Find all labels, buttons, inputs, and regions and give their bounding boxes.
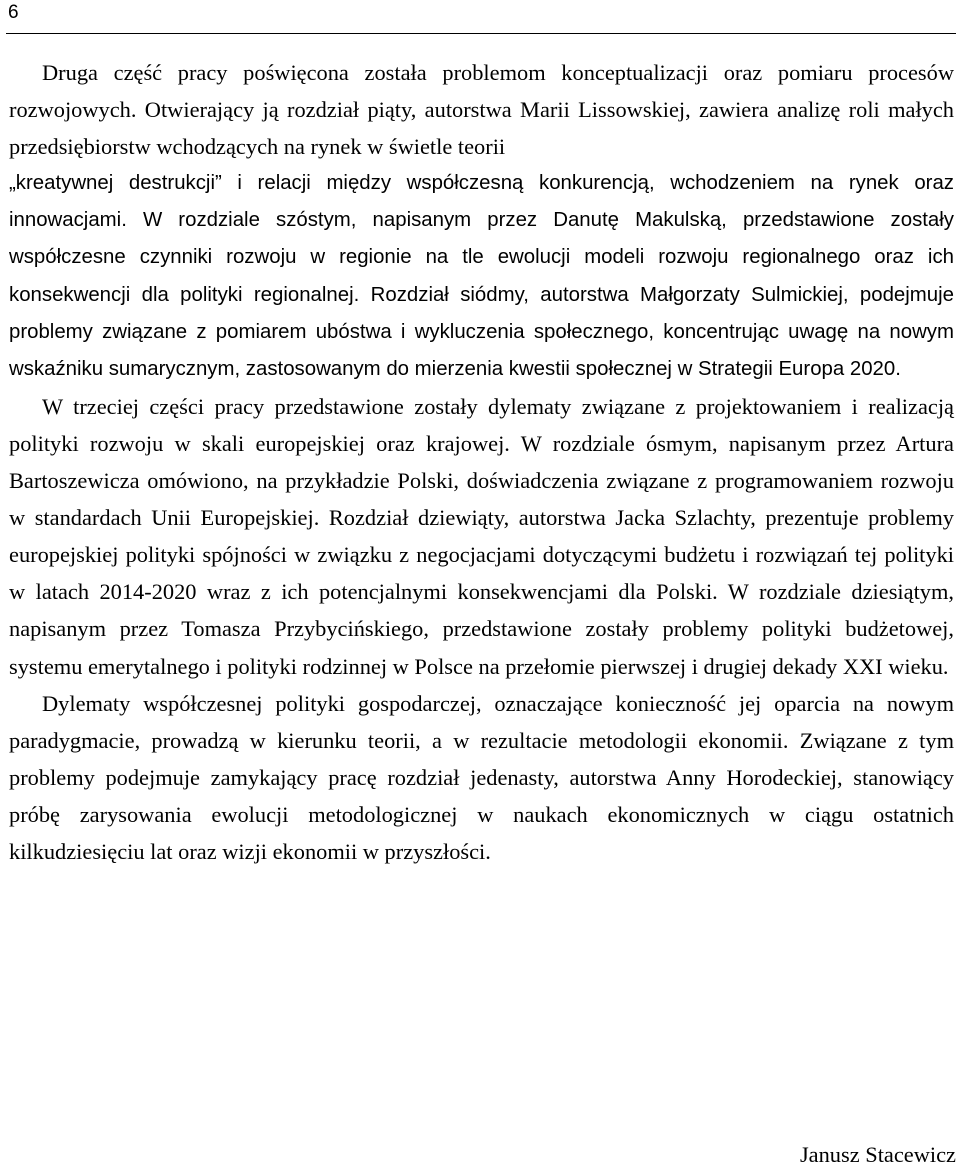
paragraph-part-two: Druga część pracy poświęcona została problemom konceptualizacji oraz pomiaru procesów rozwojowych. Otwierający ją rozdział piąty, autorstwa Marii Lissowskiej, zawiera analizę roli małych przedsiębiorstw wchodzących na rynek w świetle teorii — [9, 60, 954, 160]
paragraph-methodology: Dylematy współczesnej polityki gospodarczej, oznaczające konieczność jej oparcia na nowym paradygmacie, prowadzą w kierunku teorii, a w rezultacie metodologii ekonomii. Związane z tym problemy podejmuje zamykający pracę rozdział jedenasty, autorstwa Anny Horodeckiej, stanowiący próbę zarysowania ewolucji metodologicznej w naukach ekonomicznych w ciągu ostatnich kilkudziesięciu lat oraz wizji ekonomii w przyszłości. — [9, 690, 954, 864]
paragraph-part-three: W trzeciej części pracy przedstawione zostały dylematy związane z projektowaniem i realizacją polityki rozwoju w skali europejskiej oraz krajowej. W rozdziale ósmym, napisanym przez Artura Bartoszewicza omówiono, na przykładzie Polski, doświadczenia związane z programowaniem rozwoju w standardach Unii Europejskiej. Rozdział dziewiąty, autorstwa Jacka Szlachty, prezentuje problemy europejskiej polityki spójności w związku z negocjacjami dotyczącymi budżetu i rozwiązań tej polityki w latach 2014-2020 wraz z ich potencjalnymi konsekwencjami dla Polski. W rozdziale dziesiątym, napisanym przez Tomasza Przybycińskiego, przedstawione zostały problemy polityki budżetowej, systemu emerytalnego i polityki rodzinnej w Polsce na przełomie pierwszej i drugiej dekady XXI wieku. — [9, 393, 954, 679]
body-text — [9, 54, 954, 870]
header-rule — [6, 33, 956, 34]
page-number: 6 — [8, 2, 19, 23]
author-signature: Janusz Stacewicz — [799, 1142, 956, 1167]
paragraph-part-two-continued: „kreatywnej destrukcji” i relacji między współczesną konkurencją, wchodzeniem na rynek oraz innowacjami. W rozdziale szóstym, napisanym przez Danutę Makulską, przedstawione zostały współczesne czynniki rozwoju w regionie na tle ewolucji modeli rozwoju regionalnego oraz ich konsekwencji dla polityki regionalnej. Rozdział siódmy, autorstwa Małgorzaty Sulmickiej, podejmuje problemy związane z pomiarem ubóstwa i wykluczenia społecznego, koncentrując uwagę na nowym wskaźniku sumarycznym, zastosowanym do mierzenia kwestii społecznej w Strategii Europa 2020. — [9, 172, 954, 380]
